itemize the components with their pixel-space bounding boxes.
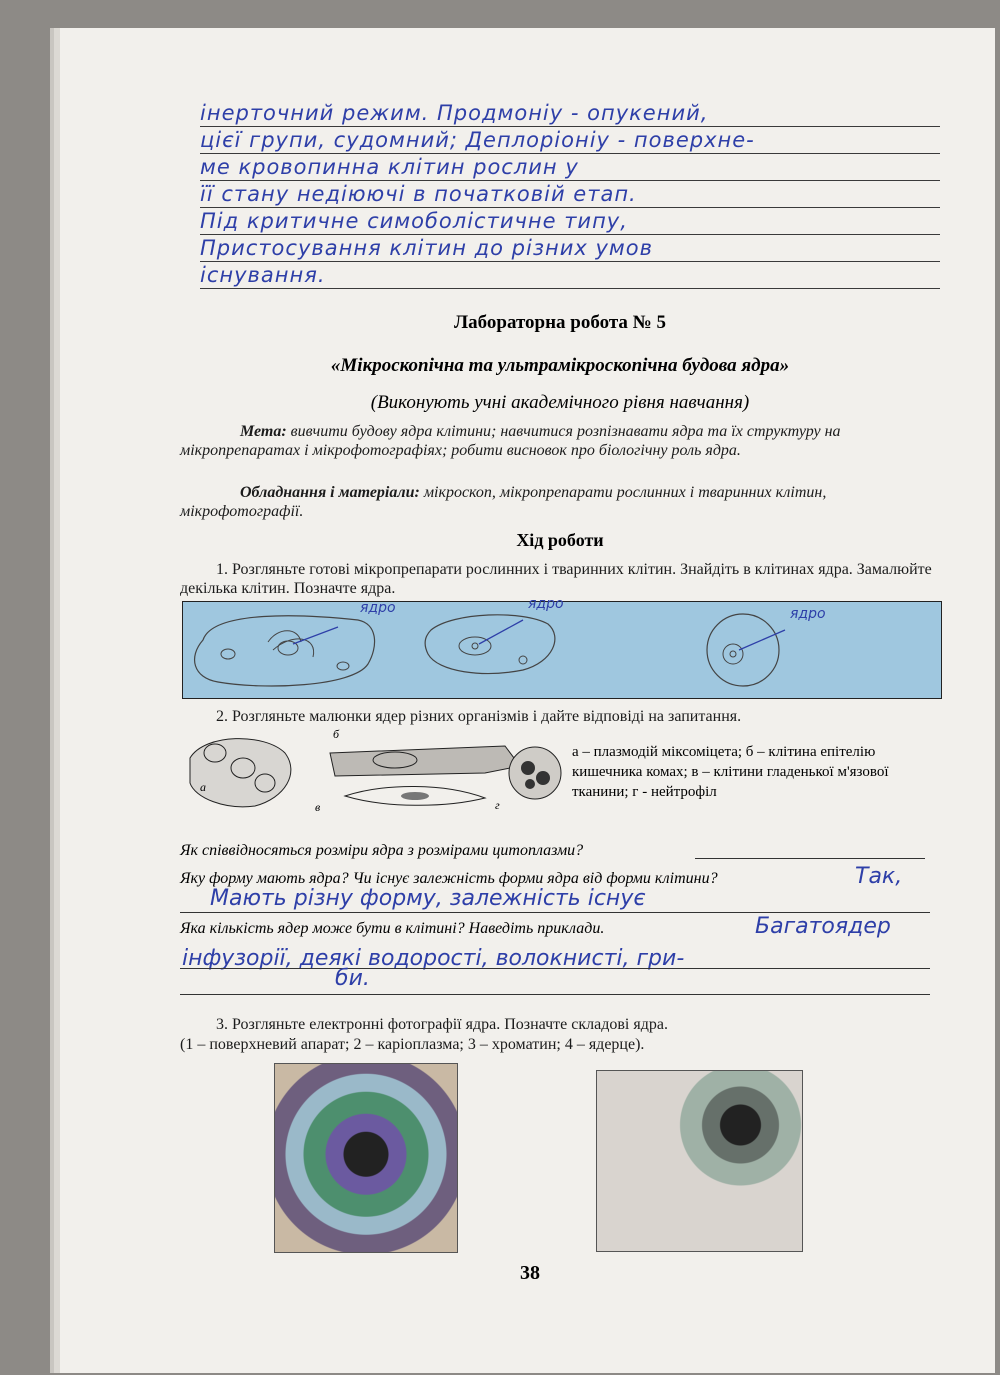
- nucleus-label-2: ядро: [528, 596, 564, 612]
- answer-line: [695, 858, 925, 859]
- task-1-text: 1. Розгляньте готові мікропрепарати рослинних і тваринних клітин. Знайдіть в клітинах ядра. Замалюйте декілька клітин. Позначте ядра.: [180, 561, 932, 597]
- question-3: Яка кількість ядер може бути в клітині? Наведіть приклади.: [180, 920, 605, 937]
- answer-line: [180, 968, 930, 969]
- electron-photo-1: [274, 1063, 458, 1253]
- equipment-text: мікроскоп, мікропрепарати рослинних і тваринних клітин, мікрофотографії.: [180, 484, 827, 520]
- figure-letter-v: в: [315, 800, 321, 814]
- lab-level-note: (Виконують учні академічного рівня навчання): [370, 392, 750, 413]
- lab-subtitle: «Мікроскопічна та ультрамікроскопічна будова ядра»: [330, 355, 790, 376]
- equipment-paragraph: [180, 483, 940, 521]
- handwritten-answer-3c: би.: [335, 966, 370, 991]
- electron-photo-2: [596, 1070, 803, 1252]
- task-3-text: 3. Розгляньте електронні фотографії ядра. Позначте складові ядра.: [216, 1016, 668, 1033]
- task-3-legend: (1 – поверхневий апарат; 2 – каріоплазма; 3 – хроматин; 4 – ядерце).: [180, 1036, 645, 1053]
- goal-paragraph: [180, 422, 940, 460]
- handwritten-answer-block: [200, 100, 940, 289]
- figure-letter-b: б: [333, 727, 340, 741]
- goal-text: вивчити будову ядра клітини; навчитися розпізнавати ядра та їх структуру на мікропрепаратах і мікрофотографіях; робити висновок про біологічну роль ядра.: [180, 423, 841, 459]
- page-number: 38: [520, 1262, 540, 1284]
- task-2-text: 2. Розгляньте малюнки ядер різних організмів і дайте відповіді на запитання.: [216, 708, 742, 725]
- handwritten-line: Пристосування клітин до різних умов: [200, 235, 940, 262]
- figure-letter-g: г: [495, 798, 500, 812]
- goal-label: Мета:: [240, 423, 287, 440]
- cell-drawing-box: [182, 601, 942, 699]
- figure-letter-a: а: [200, 780, 206, 794]
- handwritten-answer-3a: Багатоядер: [755, 914, 891, 939]
- equipment-label: Обладнання і матеріали:: [240, 484, 420, 501]
- nucleus-label-1: ядро: [360, 600, 396, 616]
- nucleus-label-3: ядро: [790, 606, 826, 622]
- answer-line: [180, 912, 930, 913]
- figure-legend: а – плазмодій міксоміцета; б – клітина епітелію кишечника комах; в – клітини гладенької м'язової тканини; г - нейтрофіл: [572, 744, 889, 800]
- handwritten-answer-2a: Так,: [855, 864, 903, 889]
- nuclei-figure: [185, 728, 570, 816]
- handwritten-line: Під критичне симоболістичне типу,: [200, 208, 940, 235]
- handwritten-line: ме кровопинна клітин рослин у: [200, 154, 940, 181]
- handwritten-answer-2b: Мають різну форму, залежність існує: [210, 886, 646, 911]
- lab-title: Лабораторна робота № 5: [453, 312, 667, 333]
- question-2: Яку форму мають ядра? Чи існує залежність форми ядра від форми клітини?: [180, 870, 718, 887]
- handwritten-line: її стану недіюючі в початковій етап.: [200, 181, 940, 208]
- progress-title: Хід роботи: [516, 530, 604, 550]
- cell-drawings: [183, 602, 941, 698]
- handwritten-answer-3b: інфузорії, деякі водорості, волокнисті, гри-: [182, 946, 685, 971]
- handwritten-line: існування.: [200, 262, 940, 289]
- handwritten-line: цієї групи, судомний; Деплоріоніу - поверхне-: [200, 127, 940, 154]
- handwritten-line: інерточний режим. Продмоніу - опукений,: [200, 100, 940, 127]
- question-1: Як співвідносяться розміри ядра з розмірами цитоплазми?: [180, 842, 584, 859]
- answer-line: [180, 994, 930, 995]
